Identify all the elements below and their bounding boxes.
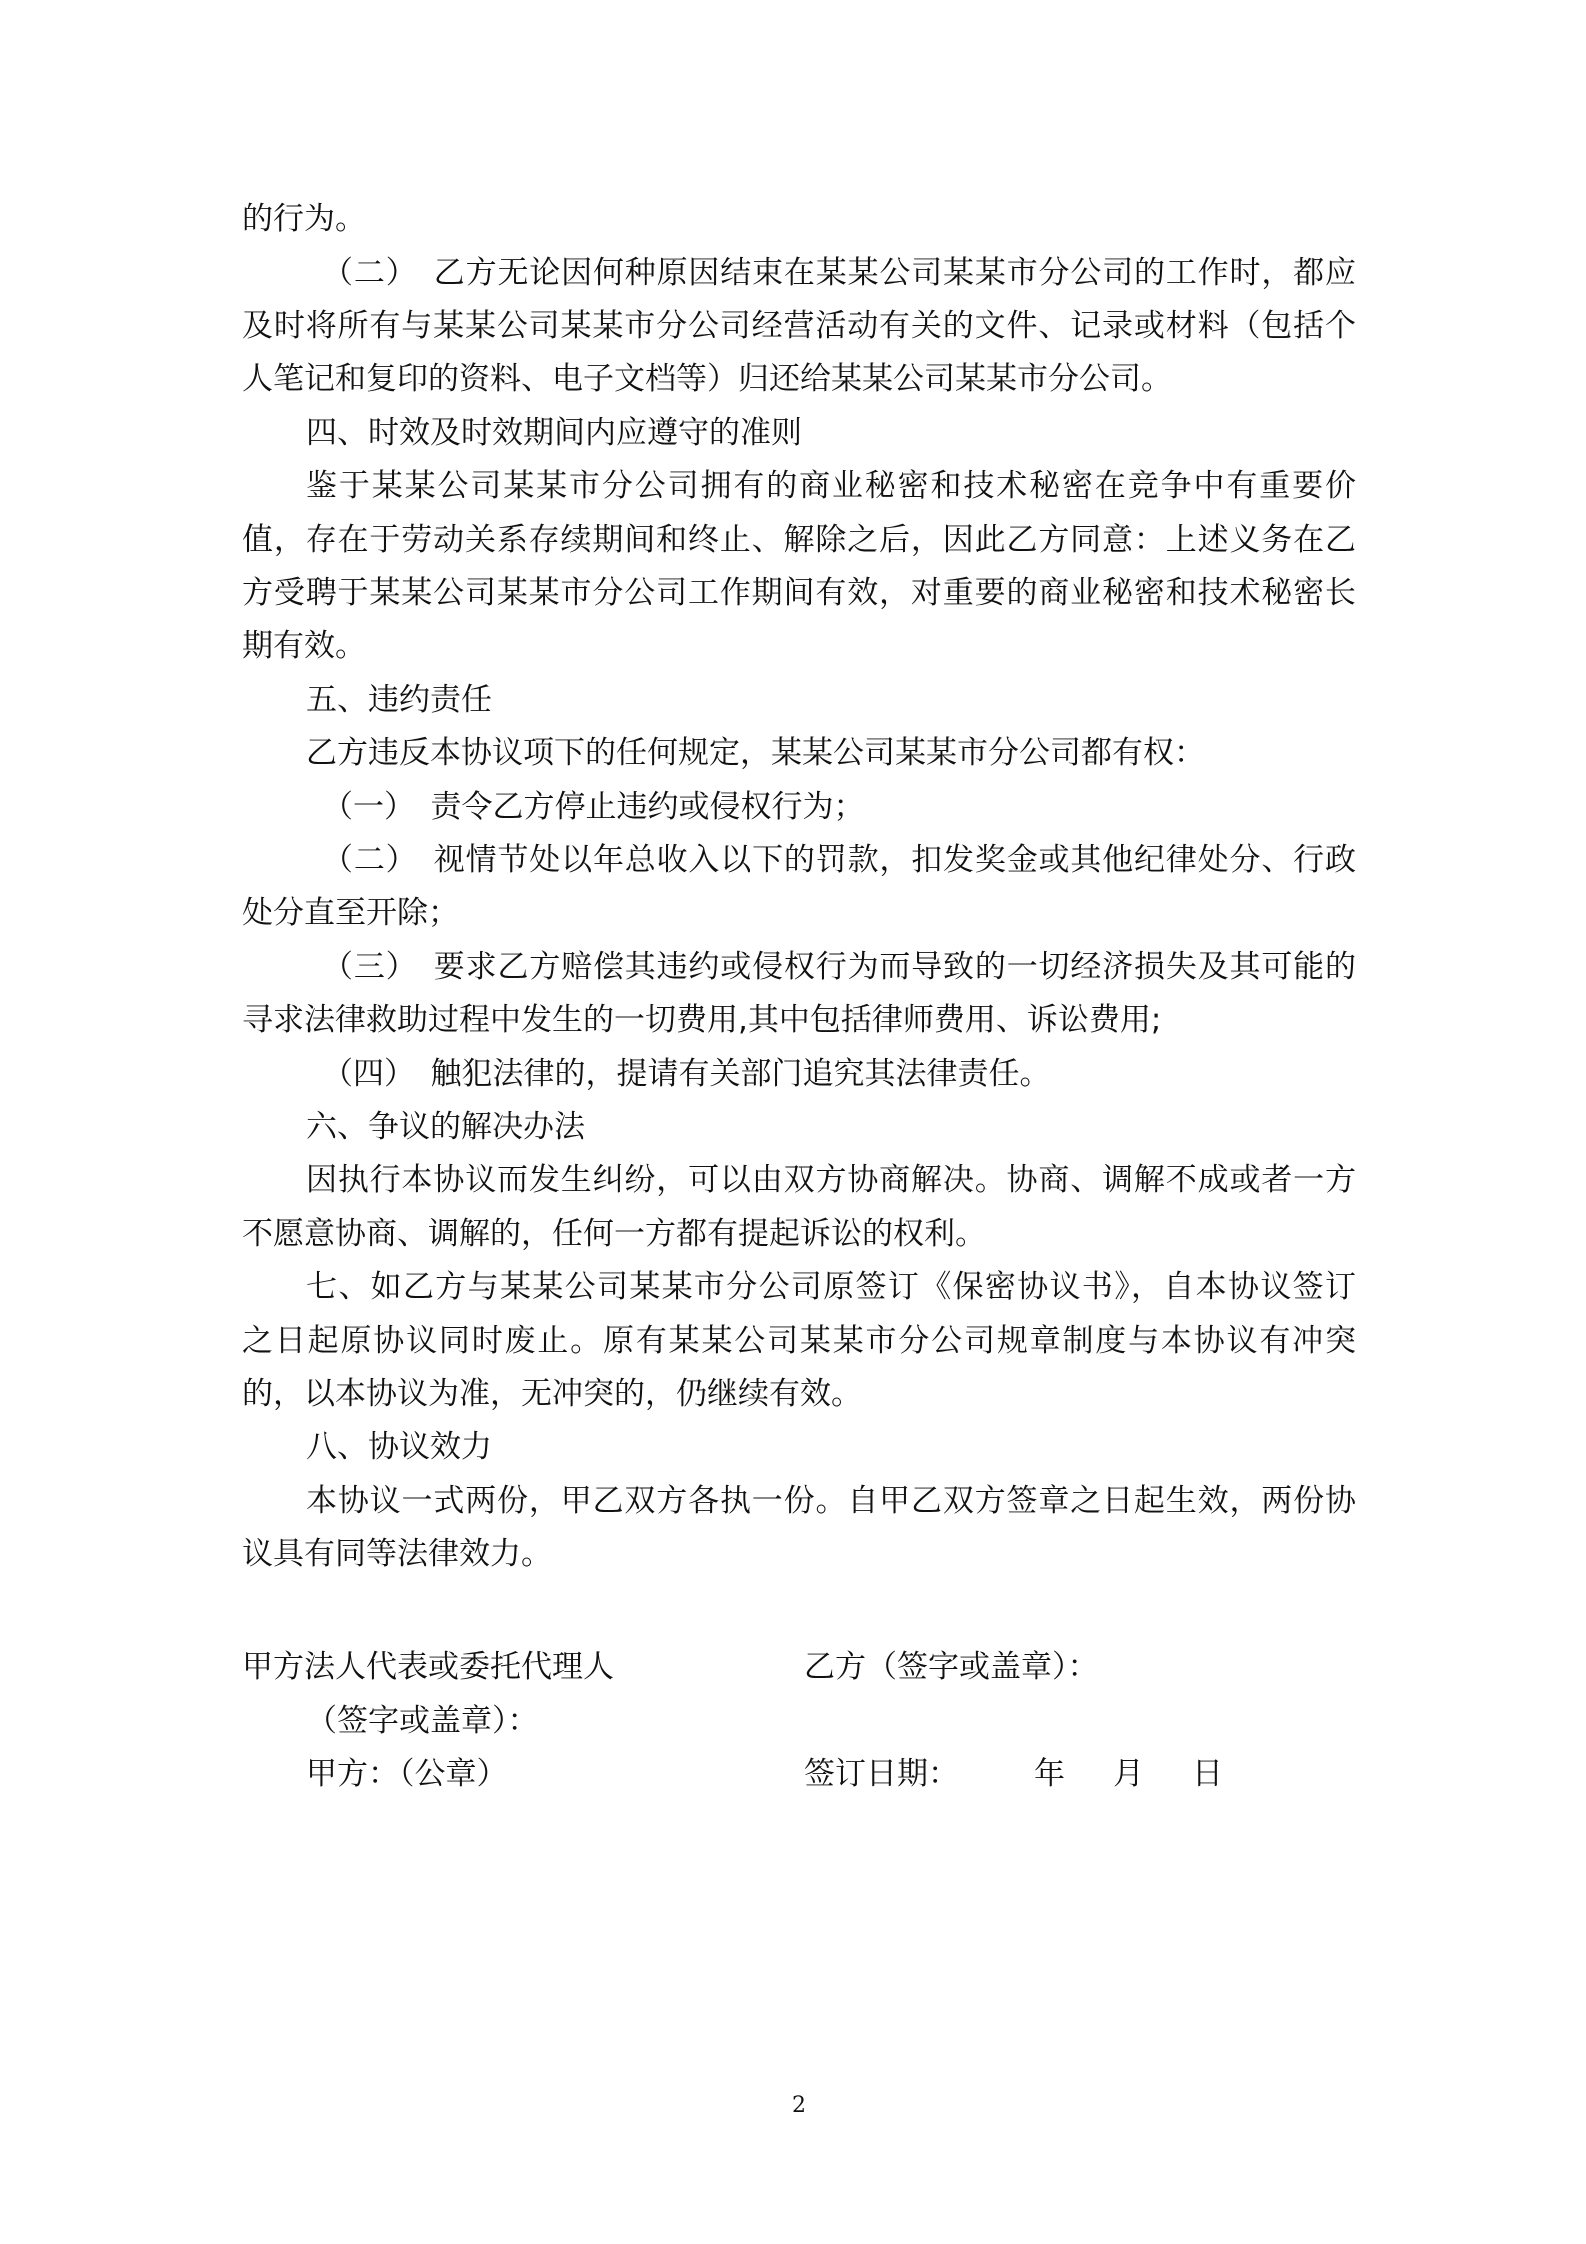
party-a-signature: （签字或盖章）： — [306, 1703, 539, 1739]
text-line: 鉴于某某公司某某市分公司拥有的商业秘密和技术秘密在竞争中有重要价 — [306, 468, 1356, 504]
text-line: （二） 视情节处以年总收入以下的罚款，扣发奖金或其他纪律处分、行政 — [322, 842, 1356, 878]
text-line: （四） 触犯法律的，提请有关部门追究其法律责任。 — [322, 1056, 1051, 1092]
day-label: 日 — [1192, 1756, 1223, 1792]
text-line: 人笔记和复印的资料、电子文档等）归还给某某公司某某市分公司。 — [242, 361, 1172, 397]
text-line: 因执行本协议而发生纠纷，可以由双方协商解决。协商、调解不成或者一方 — [306, 1162, 1356, 1198]
text-line: 七、如乙方与某某公司某某市分公司原签订《保密协议书》，自本协议签订 — [306, 1269, 1356, 1305]
party-a-representative: 甲方法人代表或委托代理人 — [242, 1649, 614, 1685]
sign-date-label: 签订日期： — [804, 1756, 959, 1792]
text-line: 之日起原协议同时废止。原有某某公司某某市分公司规章制度与本协议有冲突 — [242, 1323, 1356, 1359]
text-line: （三） 要求乙方赔偿其违约或侵权行为而导致的一切经济损失及其可能的 — [322, 949, 1356, 985]
text-line: 本协议一式两份，甲乙双方各执一份。自甲乙双方签章之日起生效，两份协 — [306, 1483, 1356, 1519]
text-line: 的，以本协议为准，无冲突的，仍继续有效。 — [242, 1376, 862, 1412]
section-heading: 六、争议的解决办法 — [306, 1109, 585, 1145]
section-heading: 四、时效及时效期间内应遵守的准则 — [306, 415, 802, 451]
page-number: 2 — [792, 2093, 806, 2118]
text-line: 处分直至开除； — [242, 895, 459, 931]
text-line: （二） 乙方无论因何种原因结束在某某公司某某市分公司的工作时，都应 — [322, 255, 1356, 291]
text-line: （一） 责令乙方停止违约或侵权行为； — [322, 789, 865, 825]
text-line: 的行为。 — [242, 201, 366, 237]
section-heading: 八、协议效力 — [306, 1429, 492, 1465]
text-line: 不愿意协商、调解的，任何一方都有提起诉讼的权利。 — [242, 1216, 986, 1252]
text-line: 值，存在于劳动关系存续期间和终止、解除之后，因此乙方同意：上述义务在乙 — [242, 522, 1356, 558]
text-line: 及时将所有与某某公司某某市分公司经营活动有关的文件、记录或材料（包括个 — [242, 308, 1356, 344]
text-line: 期有效。 — [242, 628, 366, 664]
party-b-signature: 乙方（签字或盖章）： — [804, 1649, 1099, 1685]
text-line: 寻求法律救助过程中发生的一切费用,其中包括律师费用、诉讼费用; — [242, 1002, 1162, 1038]
text-line: 议具有同等法律效力。 — [242, 1536, 552, 1572]
text-line: 方受聘于某某公司某某市分公司工作期间有效，对重要的商业秘密和技术秘密长 — [242, 575, 1356, 611]
month-label: 月 — [1113, 1756, 1144, 1792]
section-heading: 五、违约责任 — [306, 682, 492, 718]
text-line: 乙方违反本协议项下的任何规定，某某公司某某市分公司都有权： — [306, 735, 1205, 771]
year-label: 年 — [1034, 1756, 1065, 1792]
party-a-seal: 甲方：（公章） — [306, 1756, 508, 1792]
